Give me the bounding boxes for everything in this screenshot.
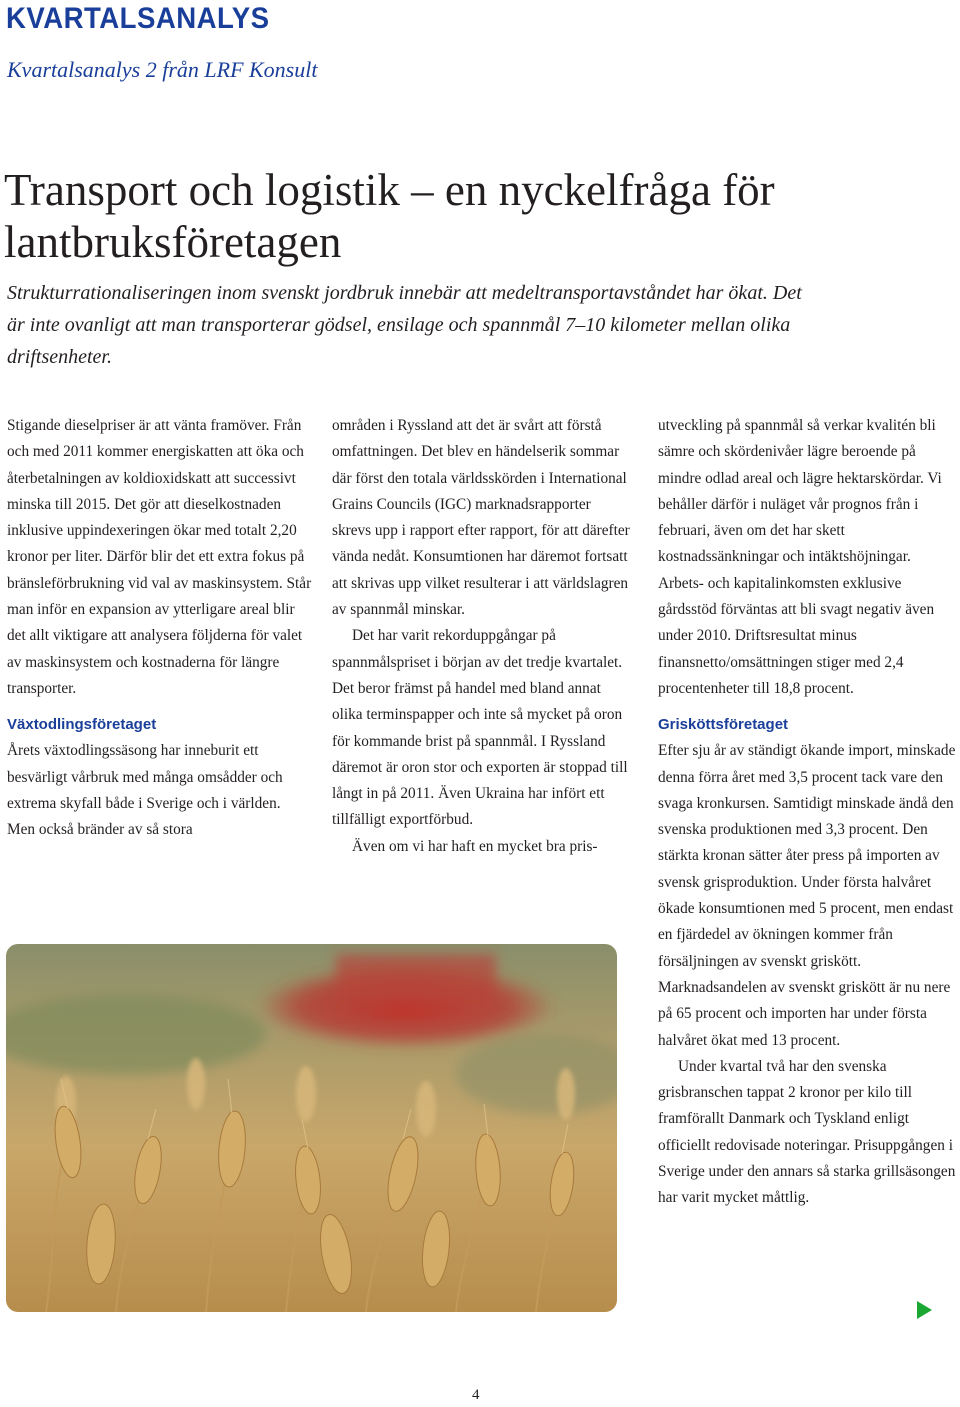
section-heading-vaxtodling: Växtodlingsföretaget [7, 716, 157, 734]
paragraph: Årets växtodlingssäsong har inneburit ett besvärligt vårbruk med många omsådder och extrema skyfall både i Sverige och i världen. Men också bränder av så stora [7, 742, 283, 839]
paragraph: utveckling på spannmål så verkar kvalitén bli sämre och skördenivåer lägre beroende på mindre odlad areal och lägre hektarskördar. Vi behåller därför i nuläget vår prognos från i februari, även om det har skett kostnadssänkningar och intäktshöjningar. Arbets- och kapitalinkomsten exklusive gårdsstöd förväntas att bli svagt negativ även under 2010. Driftsresultat minus finansnetto/omsättningen stiger med 2,4 procentenheter till 18,8 procent. [658, 417, 942, 697]
next-page-arrow-icon[interactable] [917, 1301, 932, 1319]
section-label: KVARTALSANALYS [6, 2, 270, 35]
paragraph: Även om vi har haft en mycket bra pris- [352, 837, 598, 855]
text-column-3 [658, 413, 958, 1212]
text-column-2 [332, 413, 632, 860]
paragraph: områden i Ryssland att det är svårt att förstå omfattningen. Det blev en händelserik sommar där först den totala världsskörden i International Grains Councils (IGC) marknadsrapporter skrevs upp i rapport efter rapport, för att därefter vända nedåt. Konsumtionen har däremot fortsatt att skrivas upp vilket resulterar i att världslagren av spannmål minskar. [332, 417, 630, 619]
page-number: 4 [472, 1387, 480, 1403]
section-heading-griskott: Grisköttsföretaget [658, 716, 789, 734]
article-lead: Strukturrationaliseringen inom svenskt jordbruk innebär att medeltransportavståndet har ökat. Det är inte ovanligt att man transporterar gödsel, ensilage och spannmål 7–10 kilometer mellan olika driftsenheter. [7, 282, 802, 368]
paragraph: Det har varit rekorduppgångar på spannmålspriset i början av det tredje kvartalet. Det beror främst på handel med bland annat olika terminspapper och inte så mycket på oron för kommande brist på spannmål. I Ryssland däremot är oron stor och exporten är stoppad till långt in på 2011. Även Ukraina har infört ett tillfälligt exportförbud. [332, 627, 628, 829]
text-column-1 [7, 413, 312, 843]
paragraph: Efter sju år av ständigt ökande import, minskade denna förra året med 3,5 procent tack vare den svaga kronkursen. Samtidigt minskade ändå den svenska produktionen med 3,3 procent. Den stärkta kronan sätter åter press på importen av svensk grisproduktion. Under första halvåret ökade konsumtionen med 5 procent, men endast en fjärdedel av ökningen kommer från försäljningen av svenskt griskött. Marknadsandelen av svenskt griskött är nu nere på 65 procent och importen har under första halvåret ökat med 13 procent. [658, 742, 956, 1049]
page-subtitle: Kvartalsanalys 2 från LRF Konsult [7, 57, 318, 82]
wheat-field-photo [6, 944, 617, 1312]
paragraph: Under kvartal två har den svenska grisbranschen tappat 2 kronor per kilo till framförallt Danmark och Tyskland enligt officiellt redovisade noteringar. Prisuppgången i Sverige under den annars så starka grillsäsongen har varit mycket måttlig. [658, 1057, 956, 1207]
article-headline: Transport och logistik – en nyckelfråga för lantbruksföretagen [4, 165, 775, 268]
paragraph: Stigande dieselpriser är att vänta framöver. Från och med 2011 kommer energiskatten att öka och återbetalningen av koldioxidskatt att successivt minska till 2015. Det gör att dieselkostnaden inklusive uppindexeringen ökar med totalt 2,20 kronor per liter. Därför blir det ett extra fokus på bränsleförbrukning vid val av maskinsystem. Står man inför en expansion av ytterligare areal blir det allt viktigare att analysera följderna för valet av maskinsystem och kostnaderna för längre transporter. [7, 417, 312, 697]
